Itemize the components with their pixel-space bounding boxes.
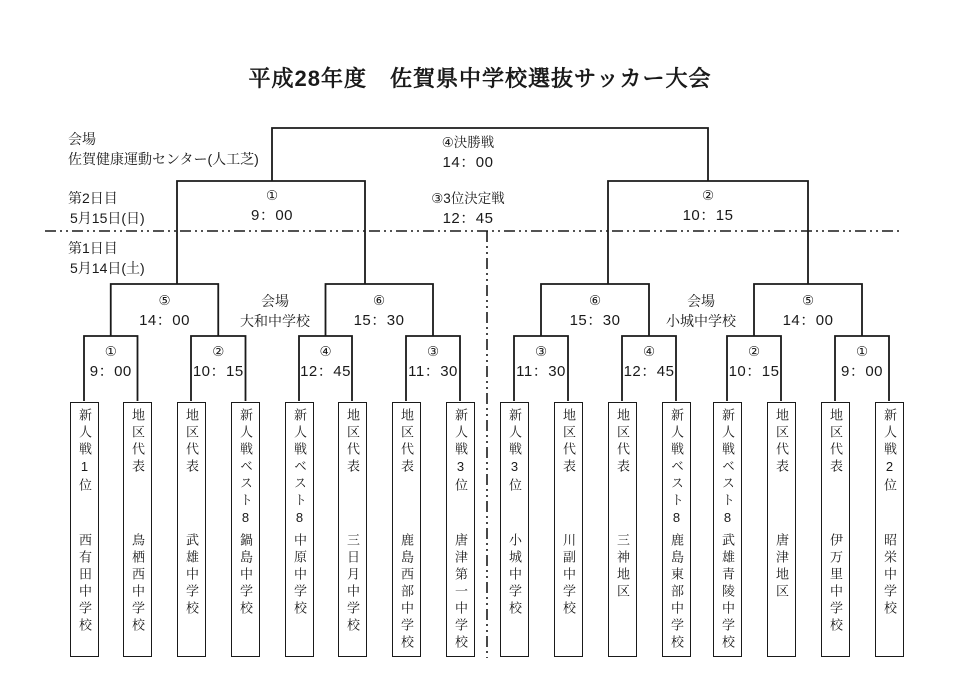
- team-2-seed: 地区代表: [130, 408, 145, 476]
- team-11-seed: 地区代表: [615, 408, 630, 476]
- team-box-14: [767, 402, 796, 657]
- day1-venue-left-label: 会場: [261, 293, 289, 309]
- team-3-seed: 地区代表: [184, 408, 199, 476]
- final-match-time: 14：00: [442, 154, 494, 171]
- team-16-seed: 新人戦2位: [882, 408, 897, 495]
- quarterfinal-3-label: [570, 291, 621, 331]
- team-box-6: [338, 402, 367, 657]
- round1-match-7-label: [729, 342, 780, 382]
- team-9-school: 小城中学校: [507, 533, 522, 618]
- team-box-13: [713, 402, 742, 657]
- round1-match-7-time: 10：15: [728, 363, 780, 380]
- round1-match-1-number: ①: [104, 344, 117, 359]
- team-15-school: 伊万里中学校: [828, 533, 843, 635]
- quarterfinal-2-label: [354, 291, 405, 331]
- round1-match-7-number: ②: [747, 344, 761, 359]
- team-box-3: [177, 402, 206, 657]
- semifinal-2-number: ②: [701, 188, 715, 203]
- day1-label: 第1日目: [68, 240, 118, 256]
- round1-match-1-time: 9：00: [89, 363, 132, 380]
- day2-date: 5月15日(日): [70, 210, 145, 226]
- quarterfinal-3-time: 15：30: [569, 312, 621, 329]
- round1-match-3-number: ④: [319, 344, 332, 359]
- team-8-seed: 新人戦3位: [453, 408, 468, 495]
- team-7-school: 鹿島西部中学校: [399, 533, 414, 652]
- day1-venue-right: [666, 291, 736, 331]
- page-title: 平成28年度 佐賀県中学校選抜サッカー大会: [248, 66, 712, 91]
- team-15-seed: 地区代表: [828, 408, 843, 476]
- team-4-school: 鍋島中学校: [238, 533, 253, 618]
- team-14-seed: 地区代表: [774, 408, 789, 476]
- quarterfinal-1-label: [139, 291, 190, 331]
- day2-label: 第2日目: [68, 190, 118, 206]
- day1-venue-left: [240, 291, 310, 331]
- team-2-school: 鳥栖西中学校: [130, 533, 145, 635]
- team-1-school: 西有田中学校: [77, 533, 92, 635]
- semifinal-1-label: [251, 186, 293, 226]
- round1-match-8-label: [841, 342, 883, 382]
- round1-match-8-number: ①: [855, 344, 869, 359]
- quarterfinal-2-time: 15：30: [353, 312, 405, 329]
- team-box-5: [285, 402, 314, 657]
- day2-venue-name: 佐賀健康運動センター(人工芝): [68, 151, 259, 167]
- team-box-9: [500, 402, 529, 657]
- round1-match-4-time: 11：30: [408, 363, 458, 380]
- team-8-school: 唐津第一中学校: [453, 533, 468, 652]
- round1-match-5-time: 11：30: [516, 363, 566, 380]
- team-10-school: 川副中学校: [561, 533, 576, 618]
- team-box-15: [821, 402, 850, 657]
- team-13-school: 武雄青陵中学校: [720, 533, 735, 652]
- final-match-number: ④決勝戦: [441, 135, 495, 150]
- team-14-school: 唐津地区: [774, 533, 789, 601]
- third-place-match-time: 12：45: [442, 210, 494, 227]
- round1-match-2-label: [193, 342, 244, 382]
- quarterfinal-1-number: ⑤: [158, 293, 171, 308]
- quarterfinal-4-label: [783, 291, 834, 331]
- round1-match-3-label: [300, 342, 351, 382]
- quarterfinal-2-number: ⑥: [372, 293, 386, 308]
- day2-venue-label: 会場: [68, 131, 96, 147]
- team-6-seed: 地区代表: [345, 408, 360, 476]
- team-box-10: [554, 402, 583, 657]
- round1-match-5-number: ③: [534, 344, 548, 359]
- round1-match-6-number: ④: [642, 344, 656, 359]
- third-place-match-label: [431, 189, 505, 229]
- team-6-school: 三日月中学校: [345, 533, 360, 635]
- quarterfinal-1-time: 14：00: [139, 312, 190, 329]
- quarterfinal-4-number: ⑤: [801, 293, 815, 308]
- team-box-7: [392, 402, 421, 657]
- day1-venue-right-label: 会場: [687, 293, 715, 309]
- round1-match-8-time: 9：00: [840, 363, 884, 380]
- team-box-1: [70, 402, 99, 657]
- round1-match-2-time: 10：15: [192, 363, 244, 380]
- team-4-seed: 新人戦ベスト8: [238, 408, 253, 529]
- team-7-seed: 地区代表: [399, 408, 414, 476]
- round1-match-6-time: 12：45: [623, 363, 675, 380]
- day1-venue-right-name: 小城中学校: [666, 313, 736, 329]
- round1-match-5-label: [516, 342, 566, 382]
- third-place-match-number: ③3位決定戦: [431, 191, 505, 206]
- team-9-seed: 新人戦3位: [507, 408, 522, 495]
- team-box-4: [231, 402, 260, 657]
- round1-match-6-label: [624, 342, 675, 382]
- quarterfinal-3-number: ⑥: [588, 293, 602, 308]
- team-box-12: [662, 402, 691, 657]
- team-5-seed: 新人戦ベスト8: [292, 408, 307, 529]
- team-box-11: [608, 402, 637, 657]
- team-box-8: [446, 402, 475, 657]
- team-10-seed: 地区代表: [561, 408, 576, 476]
- team-12-seed: 新人戦ベスト8: [669, 408, 684, 529]
- round1-match-3-time: 12：45: [300, 363, 351, 380]
- round1-match-4-label: [408, 342, 458, 382]
- team-3-school: 武雄中学校: [184, 533, 199, 618]
- team-1-seed: 新人戦1位: [77, 408, 92, 495]
- round1-match-4-number: ③: [426, 344, 440, 359]
- semifinal-2-label: [683, 186, 734, 226]
- team-box-16: [875, 402, 904, 657]
- team-5-school: 中原中学校: [292, 533, 307, 618]
- team-11-school: 三神地区: [615, 533, 630, 601]
- day1-venue-left-name: 大和中学校: [240, 313, 310, 329]
- final-match-label: [442, 133, 495, 173]
- round1-match-1-label: [90, 342, 132, 382]
- round1-match-2-number: ②: [212, 344, 225, 359]
- semifinal-1-number: ①: [265, 188, 279, 203]
- quarterfinal-4-time: 14：00: [782, 312, 834, 329]
- day1-date: 5月14日(土): [70, 260, 145, 276]
- team-12-school: 鹿島東部中学校: [669, 533, 684, 652]
- team-13-seed: 新人戦ベスト8: [720, 408, 735, 529]
- team-box-2: [123, 402, 152, 657]
- team-16-school: 昭栄中学校: [882, 533, 897, 618]
- semifinal-2-time: 10：15: [682, 207, 734, 224]
- semifinal-1-time: 9：00: [250, 207, 294, 224]
